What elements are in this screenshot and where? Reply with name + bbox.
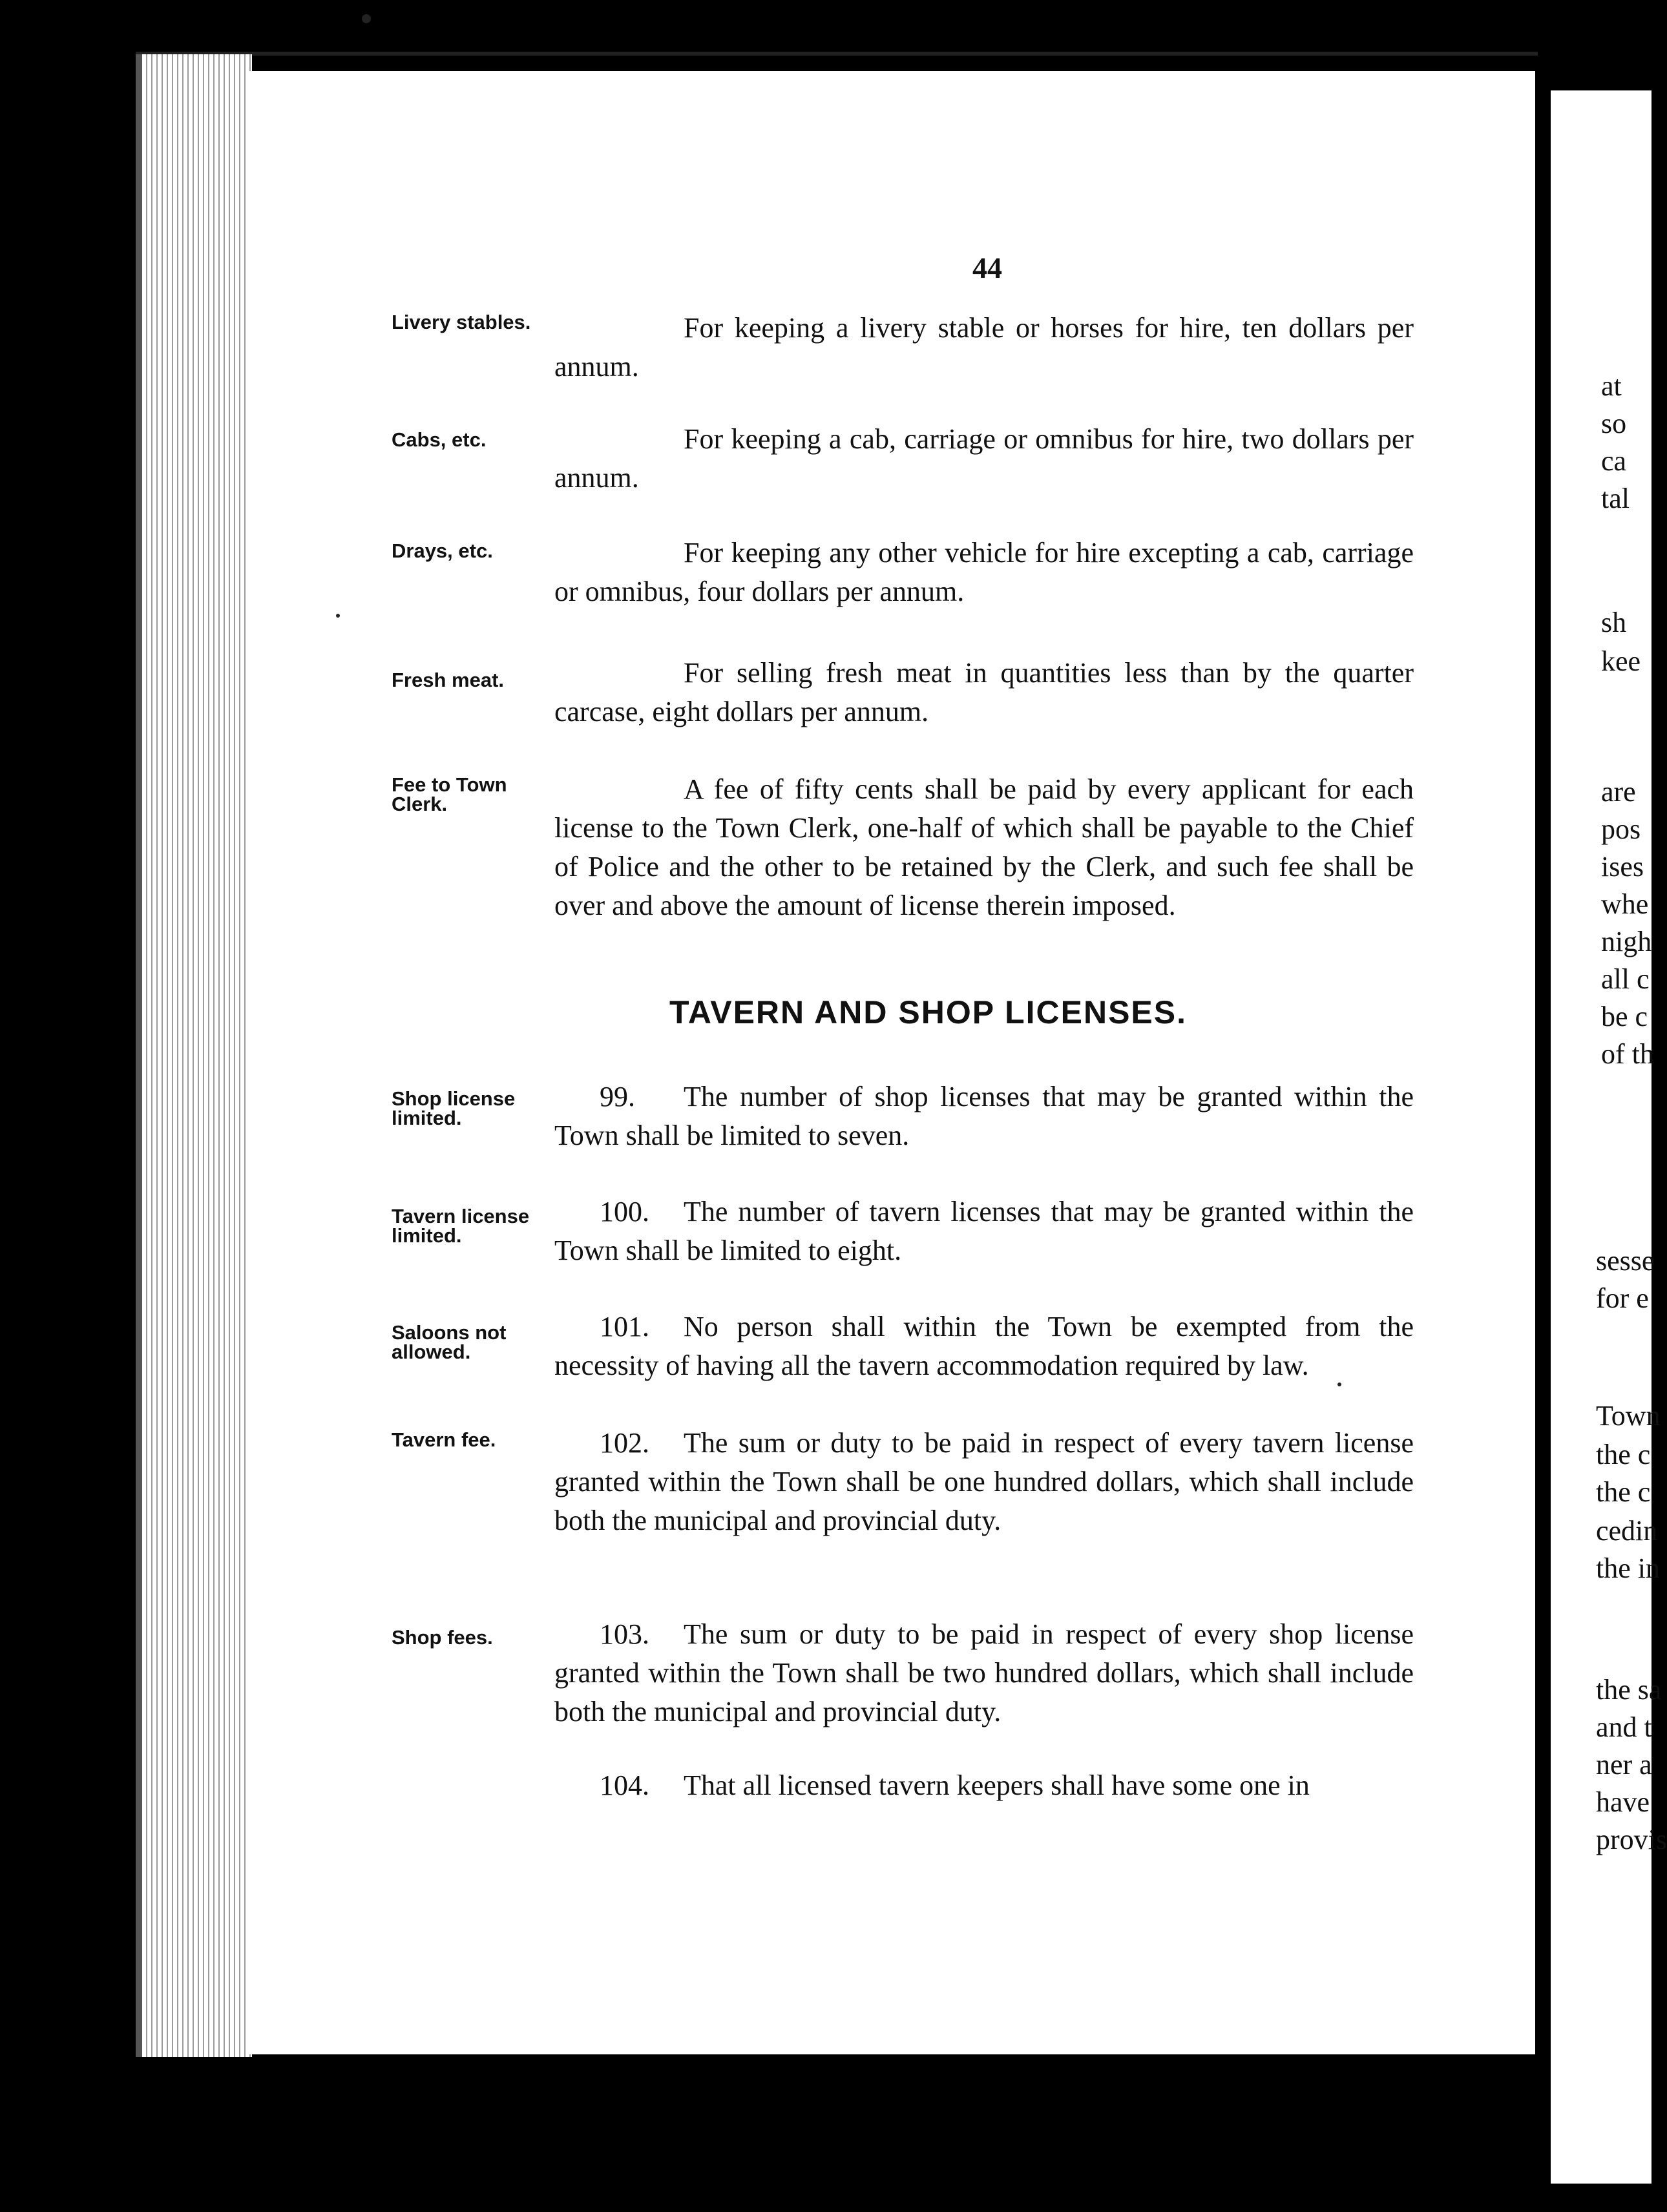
margin-note-fee-town-clerk: Fee to Town Clerk.	[392, 773, 507, 815]
right-page-fragment: ca	[1601, 445, 1627, 477]
section-number: 100.	[600, 1196, 649, 1227]
paragraph-text: For selling fresh meat in quantities less than by the quarter carcase, eight dollars per annum.	[554, 657, 1414, 727]
section-text: That all licensed tavern keepers shall have some one in	[684, 1769, 1310, 1801]
right-page-fragment: cedin	[1596, 1515, 1658, 1547]
right-page-fragment: ises	[1601, 851, 1644, 882]
right-page-fragment: so	[1601, 408, 1627, 439]
page-top-edge	[136, 52, 1538, 56]
paragraph-fresh-meat	[554, 654, 1414, 731]
page-number: 44	[972, 251, 1002, 284]
right-page-fragment: the c	[1596, 1476, 1651, 1508]
right-page-fragment: sh	[1601, 607, 1627, 638]
section-text: The sum or duty to be paid in respect of every tavern license granted within the Town shall be one hundred dollars, which shall include both the municipal and provincial duty.	[554, 1427, 1414, 1536]
right-page-fragment: and t	[1596, 1711, 1652, 1743]
right-page-fragment: nigh	[1601, 926, 1652, 957]
scan-speck	[1337, 1382, 1341, 1386]
right-page-fragment: tal	[1601, 483, 1630, 514]
paragraph-livery	[554, 309, 1414, 386]
right-page-fragment: have	[1596, 1786, 1650, 1818]
right-page-fragment: are	[1601, 776, 1636, 808]
section-number: 99.	[600, 1081, 635, 1112]
right-page-fragment: of th	[1601, 1038, 1654, 1070]
right-page	[1551, 90, 1667, 2184]
section-104	[554, 1766, 1414, 1805]
right-page-fragment: kee	[1601, 645, 1641, 677]
section-text: The number of tavern licenses that may be granted within the Town shall be limited to eight.	[554, 1196, 1414, 1266]
paragraph-drays	[554, 534, 1414, 611]
right-page-fragment: be c	[1601, 1001, 1648, 1032]
section-text: No person shall within the Town be exempted from the necessity of having all the tavern accommodation required by law.	[554, 1311, 1414, 1381]
section-text: The number of shop licenses that may be granted within the Town shall be limited to seven.	[554, 1081, 1414, 1151]
paragraph-text: A fee of fifty cents shall be paid by every applicant for each license to the Town Clerk, one-half of which shall be payable to the Chief of Police and the other to be retained by the Clerk, and such fee shall be over and above the amount of license therein imposed.	[554, 773, 1414, 921]
paragraph-cabs	[554, 420, 1414, 497]
scan-speck	[362, 14, 371, 23]
section-number: 102.	[600, 1427, 649, 1459]
margin-note-saloons: Saloons not allowed.	[392, 1321, 507, 1363]
right-page-fragment: the in	[1596, 1552, 1660, 1584]
section-102	[554, 1424, 1414, 1540]
right-page-fragment: Town	[1596, 1400, 1661, 1432]
right-page-fragment: ner a	[1596, 1749, 1652, 1780]
section-103	[554, 1615, 1414, 1731]
scan-speck	[336, 614, 340, 618]
right-page-fragment: provis	[1596, 1824, 1667, 1855]
section-99	[554, 1078, 1414, 1155]
section-101	[554, 1308, 1414, 1385]
margin-note-shop-fees: Shop fees.	[392, 1626, 493, 1649]
right-page-fragment: sesse	[1596, 1245, 1655, 1277]
book-page-edges	[136, 54, 252, 2057]
right-page-fragment: the sa	[1596, 1674, 1662, 1706]
section-100	[554, 1193, 1414, 1270]
section-number: 104.	[600, 1769, 649, 1801]
right-page-fragment: the c	[1596, 1439, 1651, 1470]
margin-note-shop-license: Shop license limited.	[392, 1087, 516, 1129]
margin-note-drays: Drays, etc.	[392, 539, 493, 562]
paragraph-fee-town-clerk	[554, 770, 1414, 925]
paragraph-text: For keeping a cab, carriage or omnibus for hire, two dollars per annum.	[554, 423, 1414, 494]
paragraph-text: For keeping any other vehicle for hire excepting a cab, carriage or omnibus, four dollars per annum.	[554, 537, 1414, 607]
margin-note-fresh-meat: Fresh meat.	[392, 669, 505, 691]
section-number: 101.	[600, 1311, 649, 1342]
margin-note-livery: Livery stables.	[392, 311, 531, 333]
section-heading: TAVERN AND SHOP LICENSES.	[669, 994, 1188, 1030]
right-page-fragment: all c	[1601, 963, 1650, 995]
margin-note-tavern-license: Tavern license limited.	[392, 1205, 530, 1247]
right-page-fragment: for e	[1596, 1282, 1649, 1314]
book-edge-shadow	[136, 54, 142, 2057]
section-text: The sum or duty to be paid in respect of every shop license granted within the Town shall be two hundred dollars, which shall include both the municipal and provincial duty.	[554, 1618, 1414, 1727]
right-page-fragment: at	[1601, 370, 1622, 402]
section-number: 103.	[600, 1618, 649, 1650]
margin-note-cabs: Cabs, etc.	[392, 428, 487, 451]
right-page-fragment: whe	[1601, 888, 1649, 920]
right-page-fragment: pos	[1601, 813, 1641, 845]
margin-note-tavern-fee: Tavern fee.	[392, 1428, 496, 1451]
paragraph-text: For keeping a livery stable or horses for hire, ten dollars per annum.	[554, 312, 1414, 382]
